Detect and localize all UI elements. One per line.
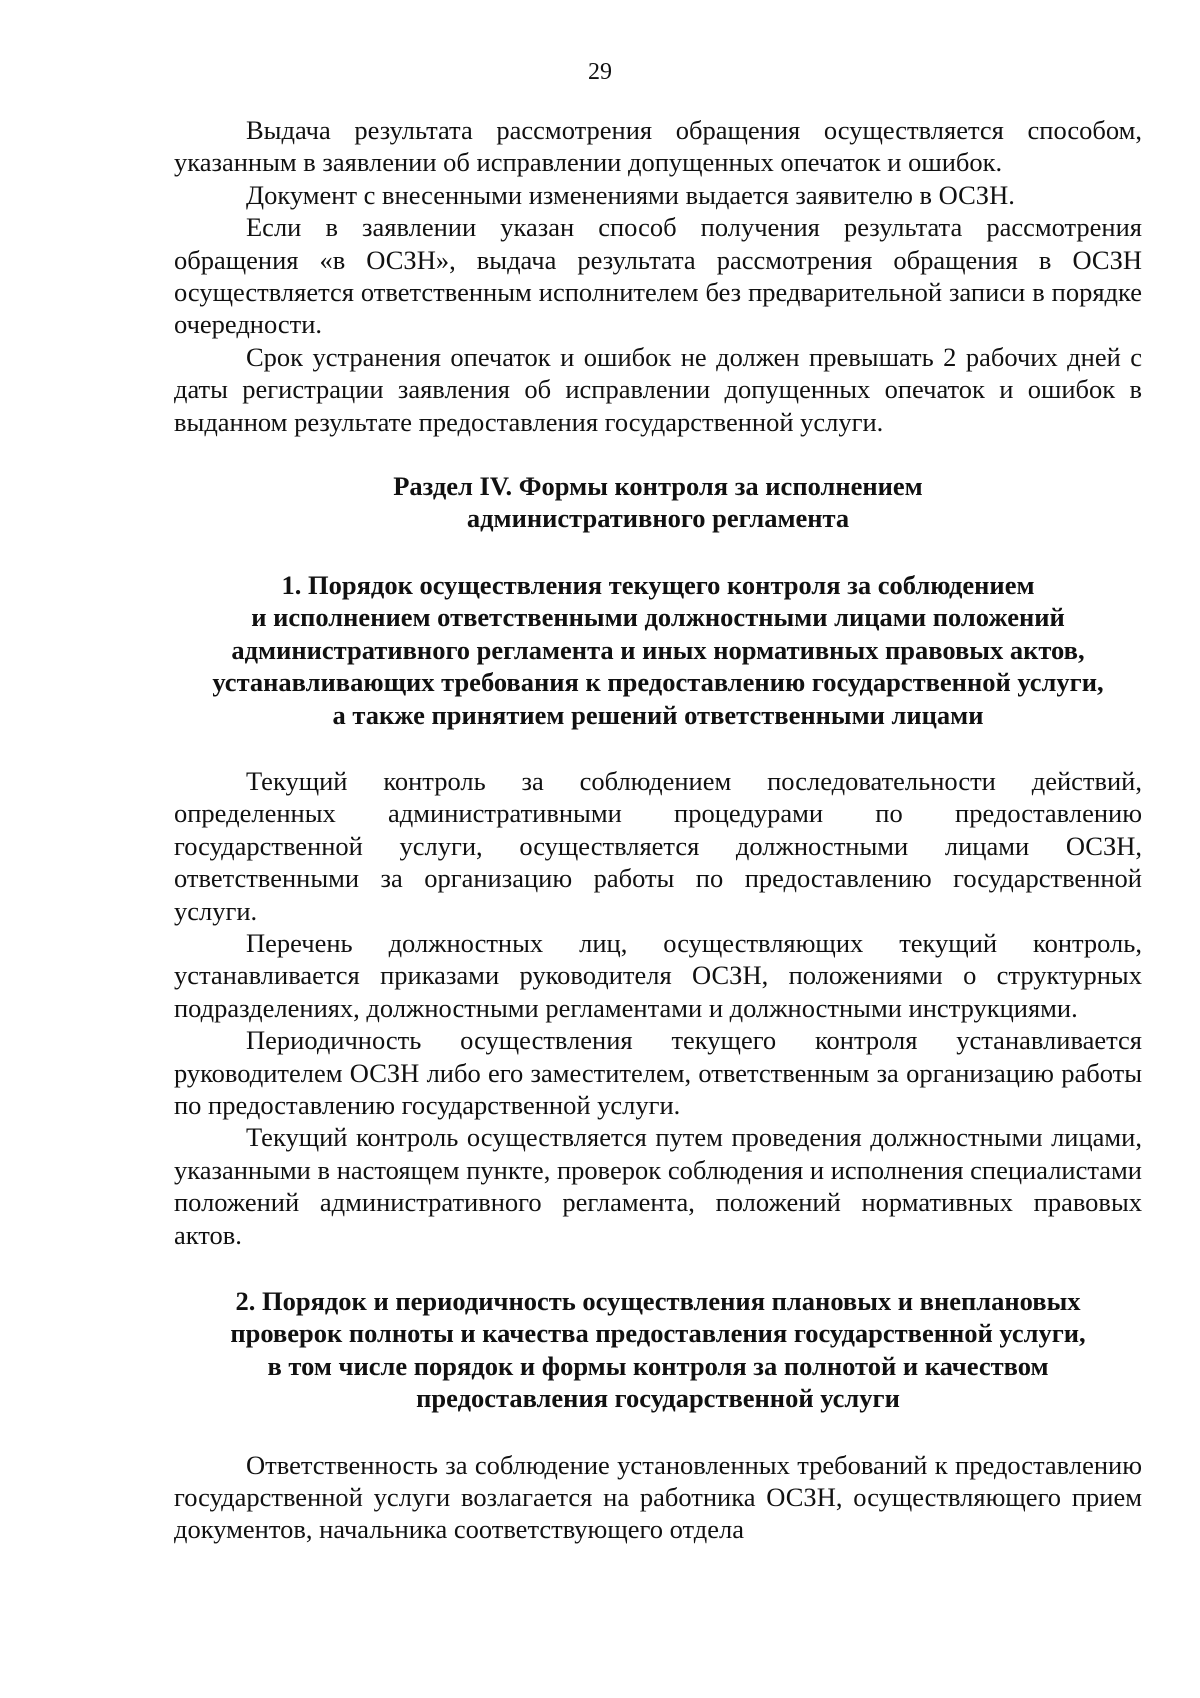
- heading-line: административного регламента: [466, 503, 850, 534]
- heading-line: устанавливающих требования к предоставлению государственной услуги,: [212, 667, 1104, 698]
- paragraph: Выдача результата рассмотрения обращения осуществляется способом, указанным в заявлении об исправлении допущенных опечаток и ошибок.: [174, 115, 1142, 178]
- heading-line: 1. Порядок осуществления текущего контроля за соблюдением: [281, 569, 1035, 600]
- page-number: 29: [588, 59, 612, 85]
- heading-line: проверок полноты и качества предоставления государственной услуги,: [230, 1318, 1086, 1349]
- heading-line: а также принятием решений ответственными лицами: [332, 699, 984, 730]
- document-body: [174, 114, 1142, 1546]
- paragraph: Документ с внесенными изменениями выдается заявителю в ОСЗН.: [246, 179, 1015, 210]
- paragraph: Ответственность за соблюдение установленных требований к предоставлению государственной услуги возлагается на работника ОСЗН, осуществляющего прием документов, начальника соответствующего отдела: [174, 1449, 1142, 1545]
- heading-line: предоставления государственной услуги: [416, 1383, 900, 1414]
- paragraph: Если в заявлении указан способ получения результата рассмотрения обращения «в ОСЗН», выдача результата рассмотрения обращения в ОСЗН осуществляется ответственным исполнителем без предварительной записи в порядке очередности.: [174, 212, 1142, 340]
- heading-line: в том числе порядок и формы контроля за полнотой и качеством: [267, 1350, 1049, 1381]
- current-control-block: [174, 765, 1142, 1251]
- subsection-heading-2: [174, 1285, 1142, 1415]
- result-issuance-block: [174, 114, 1142, 438]
- heading-line: Раздел IV. Формы контроля за исполнением: [393, 471, 923, 502]
- heading-line: и исполнением ответственными должностными лицами положений: [251, 602, 1065, 633]
- paragraph: Текущий контроль осуществляется путем проведения должностными лицами, указанными в настоящем пункте, проверок соблюдения и исполнения специалистами положений административного регламента, положений нормативных правовых актов.: [174, 1122, 1142, 1250]
- paragraph: Перечень должностных лиц, осуществляющих текущий контроль, устанавливается приказами руководителя ОСЗН, положениями о структурных подразделениях, должностными регламентами и должностными инструкциями.: [174, 927, 1142, 1023]
- section-heading: [174, 470, 1142, 535]
- heading-line: 2. Порядок и периодичность осуществления плановых и внеплановых: [235, 1286, 1081, 1316]
- subsection-heading-1: [174, 569, 1142, 731]
- paragraph: Текущий контроль за соблюдением последовательности действий, определенных административными процедурами по предоставлению государственной услуги, осуществляется должностными лицами ОСЗН, ответственными за организацию работы по предоставлению государственной услуги.: [174, 765, 1142, 926]
- paragraph: Периодичность осуществления текущего контроля устанавливается руководителем ОСЗН либо его заместителем, ответственным за организацию работы по предоставлению государственной услуги.: [174, 1025, 1142, 1120]
- paragraph: Срок устранения опечаток и ошибок не должен превышать 2 рабочих дней с даты регистрации заявления об исправлении допущенных опечаток и ошибок в выданном результате предоставления государственной услуги.: [174, 341, 1142, 437]
- heading-line: административного регламента и иных нормативных правовых актов,: [231, 634, 1085, 665]
- responsibility-block: [174, 1449, 1142, 1546]
